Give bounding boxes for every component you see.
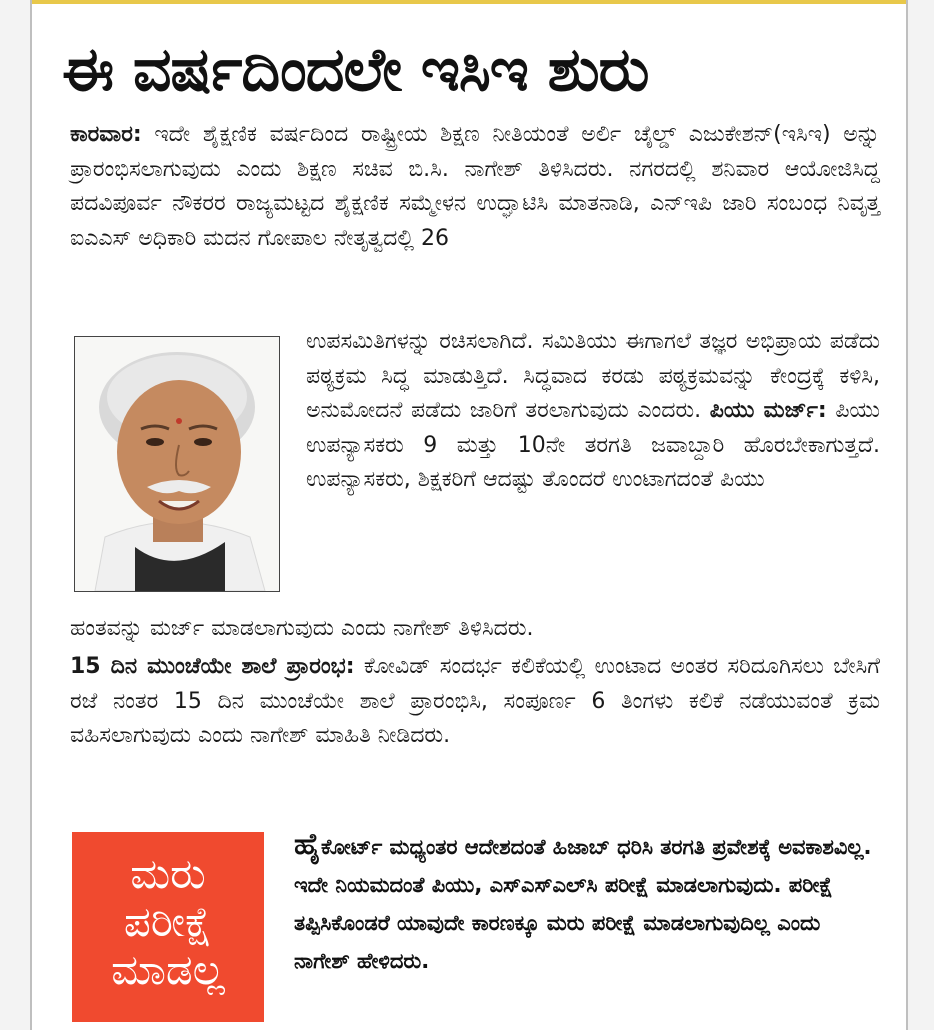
- paragraph-intro: [70, 118, 880, 256]
- top-rule: [32, 0, 906, 4]
- highlight-line-1: ಮರು: [130, 849, 206, 898]
- paragraph-pu-merge-end: [70, 612, 880, 647]
- paragraph-hijab: [294, 826, 880, 980]
- portrait-photo: [74, 336, 280, 592]
- newspaper-clipping: [30, 0, 908, 1030]
- paragraph-school-start: [70, 650, 880, 754]
- highlight-line-2: ಪರೀಕ್ಷೆ: [123, 897, 213, 946]
- hijab-lead: ಹೈ: [294, 827, 322, 862]
- paragraph-intro-wrap: [306, 325, 880, 498]
- pu-merge-text: ಪಿಯು ಉಪನ್ಯಾಸಕರು 9 ಮತ್ತು 10ನೇ ತರಗತಿ ಜವಾಬ್ದಾರಿ ಹೊರಬೇಕಾಗುತ್ತದೆ. ಉಪನ್ಯಾಸಕರು, ಶಿಕ್ಷಕರಿಗೆ ಆದಷ್ಟು ತೊಂದರೆ ಉಂಟಾಗದಂತೆ ಪಿಯು: [306, 398, 880, 492]
- paragraph-intro-wrap-text: ಉಪಸಮಿತಿಗಳನ್ನು ರಚಿಸಲಾಗಿದೆ. ಸಮಿತಿಯು ಈಗಾಗಲೆ ತಜ್ಞರ ಅಭಿಪ್ರಾಯ ಪಡೆದು ಪಠ್ಯಕ್ರಮ ಸಿದ್ಧ ಮಾಡುತ್ತಿದೆ. ಸಿದ್ಧವಾದ ಕರಡು ಪಠ್ಯಕ್ರಮವನ್ನು ಕೇಂದ್ರಕ್ಕೆ ಕಳಿಸಿ, ಅನುಮೋದನೆ ಪಡೆದು ಜಾರಿಗೆ ತರಲಾಗುವುದು ಎಂದರು.: [306, 329, 880, 423]
- paragraph-intro-text: ಇದೇ ಶೈಕ್ಷಣಿಕ ವರ್ಷದಿಂದ ರಾಷ್ಟ್ರೀಯ ಶಿಕ್ಷಣ ನೀತಿಯಂತೆ ಅರ್ಲಿ ಚೈಲ್ಡ್ ಎಜುಕೇಶನ್(ಇಸಿಇ) ಅನ್ನು ಪ್ರಾರಂಭಿಸಲಾಗುವುದು ಎಂದು ಶಿಕ್ಷಣ ಸಚಿವ ಬಿ.ಸಿ. ನಾಗೇಶ್ ತಿಳಿಸಿದರು. ನಗರದಲ್ಲಿ ಶನಿವಾರ ಆಯೋಜಿಸಿದ್ದ ಪದವಿಪೂರ್ವ ನೌಕರರ ರಾಜ್ಯಮಟ್ಟದ ಶೈಕ್ಷಣಿಕ ಸಮ್ಮೇಳನ ಉದ್ಘಾಟಿಸಿ ಮಾತನಾಡಿ, ಎನ್‌ಇಪಿ ಜಾರಿ ಸಂಬಂಧ ನಿವೃತ್ತ ಐಎಎಸ್ ಅಧಿಕಾರಿ ಮದನ ಗೋಪಾಲ ನೇತೃತ್ವದಲ್ಲಿ 26: [70, 122, 880, 251]
- hijab-text: ಕೋರ್ಟ್ ಮಧ್ಯಂತರ ಆದೇಶದಂತೆ ಹಿಜಾಬ್ ಧರಿಸಿ ತರಗತಿ ಪ್ರವೇಶಕ್ಕೆ ಅವಕಾಶವಿಲ್ಲ. ಇದೇ ನಿಯಮದಂತೆ ಪಿಯು, ಎಸ್‌ಎಸ್‌ಎಲ್‌ಸಿ ಪರೀಕ್ಷೆ ಮಾಡಲಾಗುವುದು. ಪರೀಕ್ಷೆ ತಪ್ಪಿಸಿಕೊಂಡರೆ ಯಾವುದೇ ಕಾರಣಕ್ಕೂ ಮರು ಪರೀಕ್ಷೆ ಮಾಡಲಾಗುವುದಿಲ್ಲ ಎಂದು ನಾಗೇಶ್ ಹೇಳಿದರು.: [294, 835, 872, 973]
- pu-merge-text-end: ಹಂತವನ್ನು ಮರ್ಜ್ ಮಾಡಲಾಗುವುದು ಎಂದು ನಾಗೇಶ್ ತಿಳಿಸಿದರು.: [70, 616, 534, 641]
- subhead-pu-merge: ಪಿಯು ಮರ್ಜ್:: [709, 398, 827, 423]
- highlight-line-3: ಮಾಡಲ್ಲ: [111, 945, 225, 994]
- subhead-school-start: 15 ದಿನ ಮುಂಚೆಯೇ ಶಾಲೆ ಪ್ರಾರಂಭ:: [70, 654, 355, 679]
- school-start-text: ಕೋವಿಡ್ ಸಂದರ್ಭ ಕಲಿಕೆಯಲ್ಲಿ ಉಂಟಾದ ಅಂತರ ಸರಿದೂಗಿಸಲು ಬೇಸಿಗೆ ರಜೆ ನಂತರ 15 ದಿನ ಮುಂಚೆಯೇ ಶಾಲೆ ಪ್ರಾರಂಭಿಸಿ, ಸಂಪೂರ್ಣ 6 ತಿಂಗಳು ಕಲಿಕೆ ನಡೆಯುವಂತೆ ಕ್ರಮ ವಹಿಸಲಾಗುವುದು ಎಂದು ನಾಗೇಶ್ ಮಾಹಿತಿ ನೀಡಿದರು.: [70, 654, 880, 748]
- portrait-icon: [75, 337, 279, 591]
- headline: ಈ ವರ್ಷದಿಂದಲೇ ಇಸಿಇ ಶುರು: [62, 35, 649, 105]
- highlight-box: [72, 832, 264, 1022]
- dateline: ಕಾರವಾರ:: [70, 122, 142, 147]
